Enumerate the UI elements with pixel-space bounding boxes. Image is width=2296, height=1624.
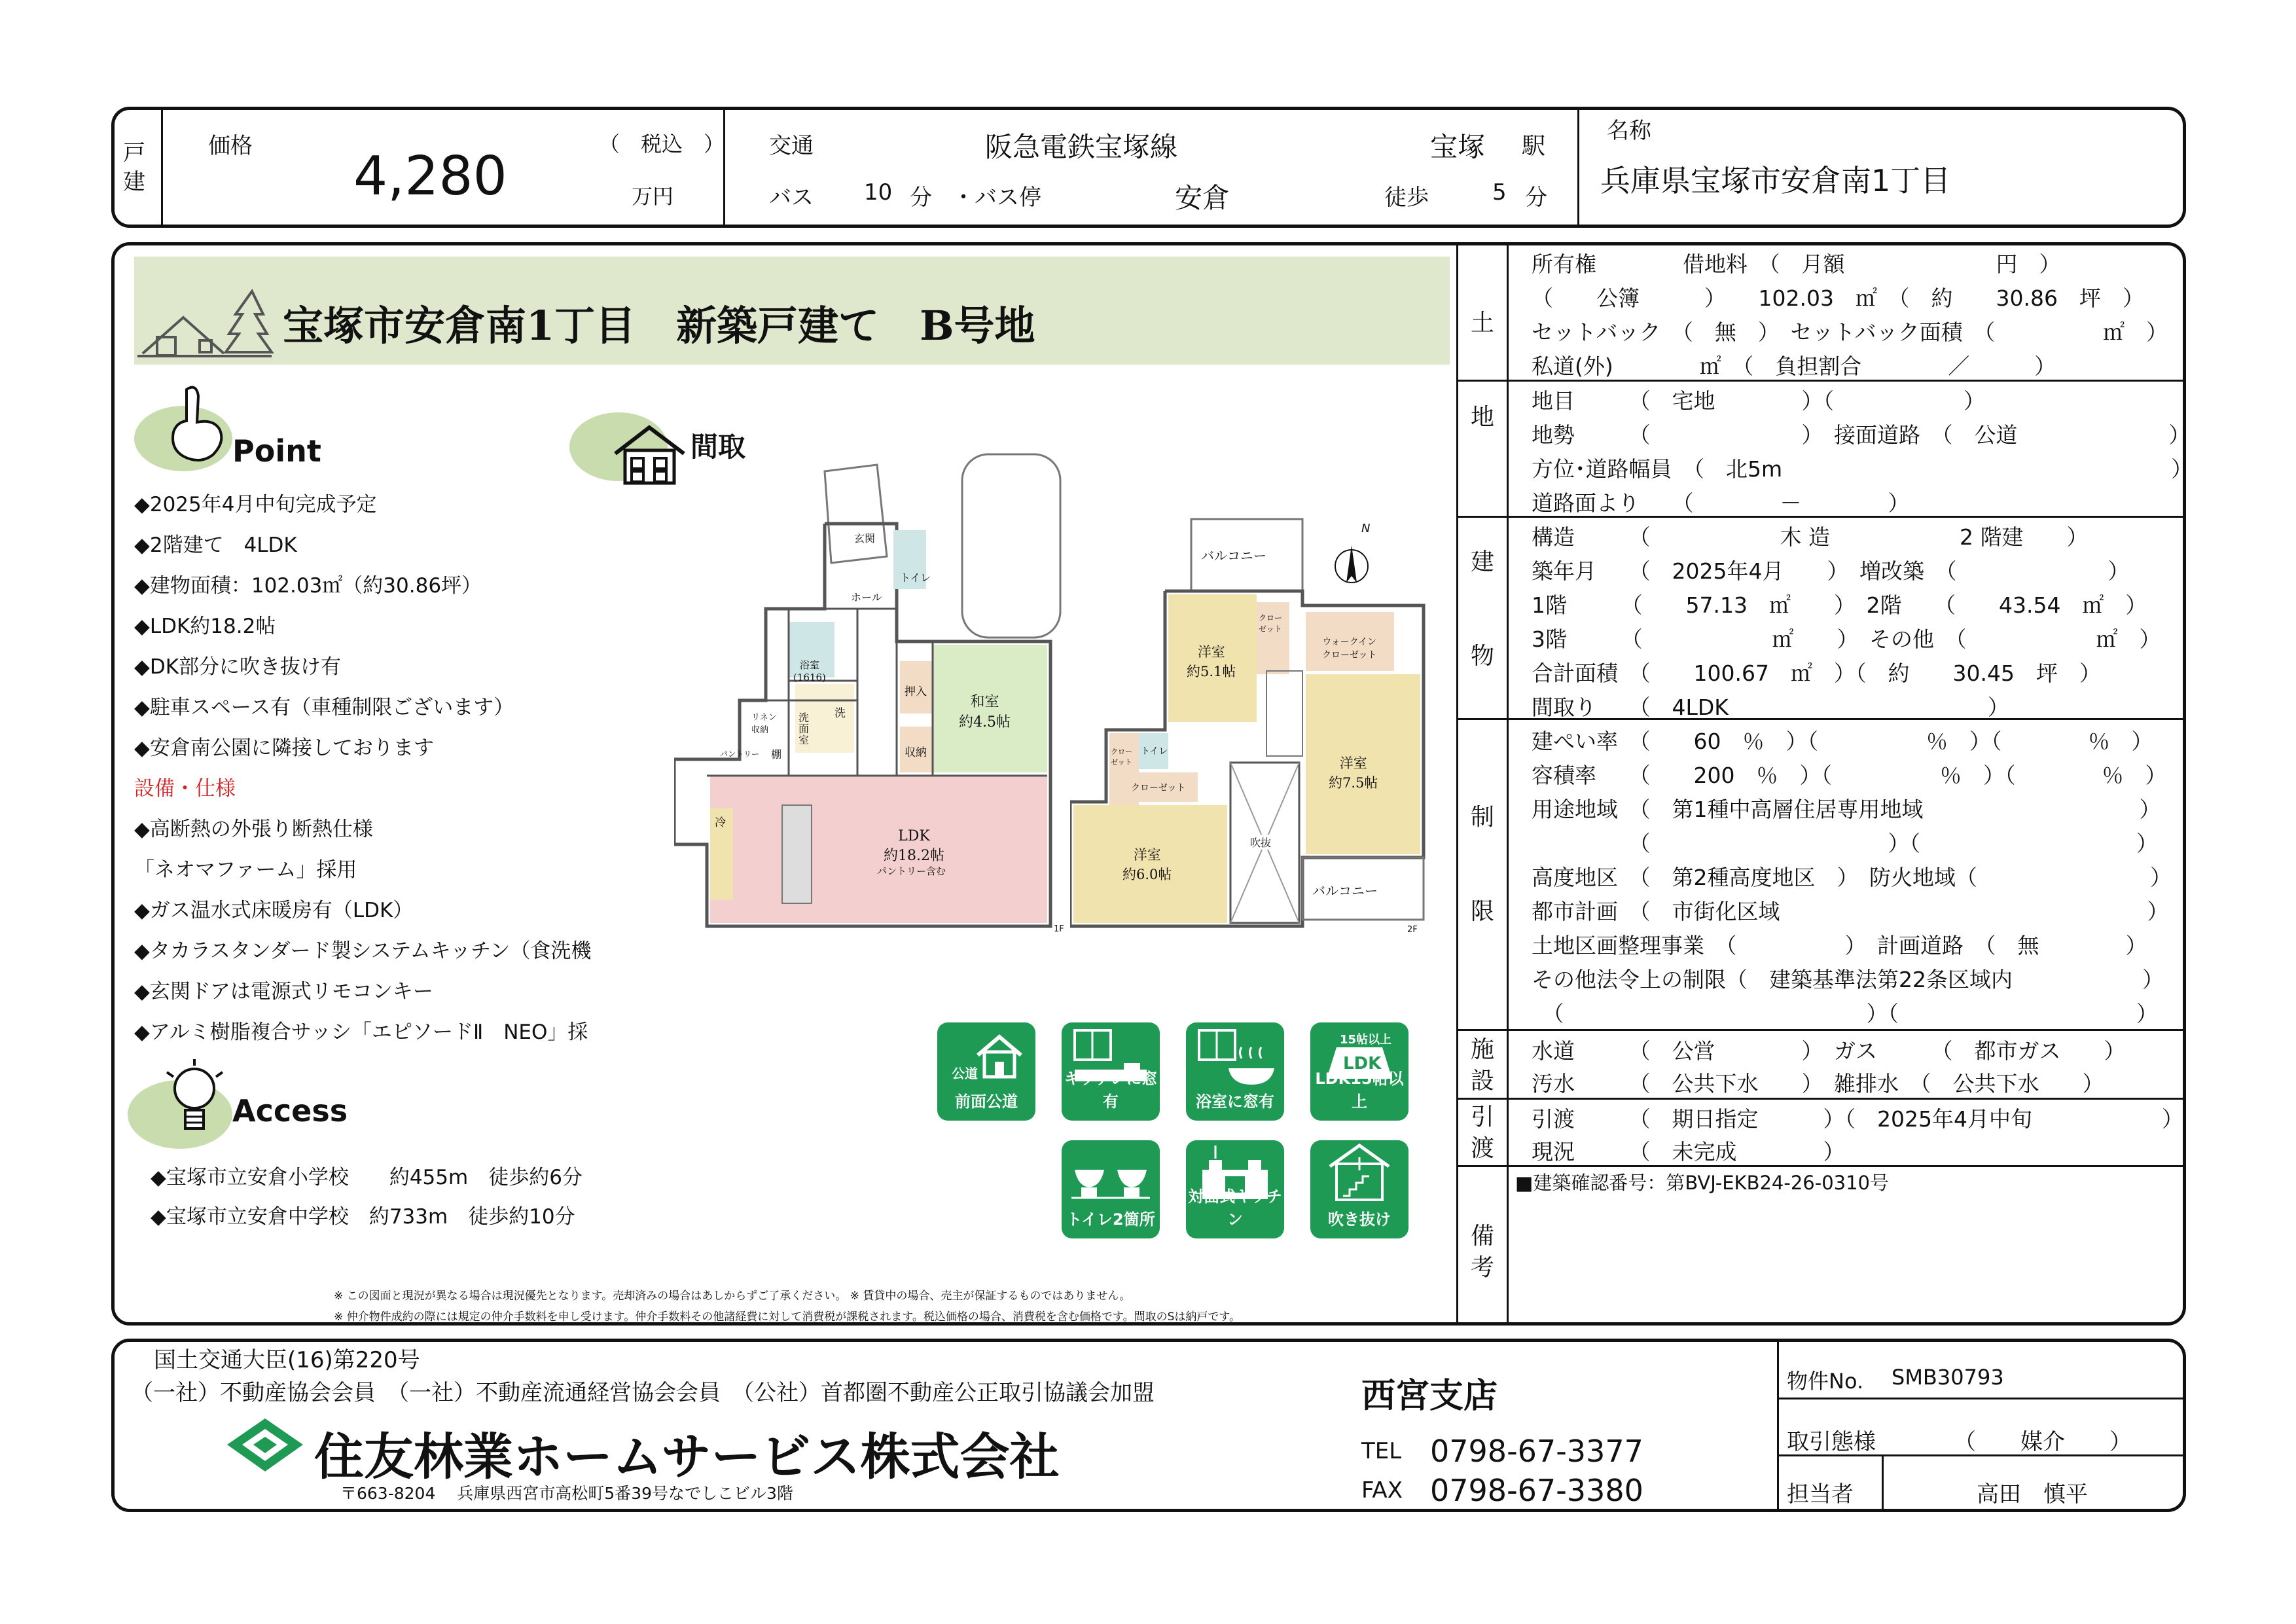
section-facility-label: 施 設 [1470,1036,1494,1094]
spec-facility-row: 水道 （ 公営 ） ガス （ 都市ガス ） [1532,1038,2126,1064]
room-bath: 浴室 (1616) [793,659,826,683]
walk-label: 徒歩 [1384,185,1429,211]
floorplan-heading: 間取 [691,431,746,463]
bus-minutes: 10 [864,179,893,206]
room-walkin-closet: ウォークイン クローゼット [1322,637,1377,660]
equipment-item: ◆タカラスタンダード製システムキッチン（食洗機 [134,939,592,963]
bus-label: バス [769,185,814,211]
lightbulb-icon [164,1059,226,1144]
room-closet-3: クローゼット [1131,783,1186,793]
fax-number: 0798-67-3380 [1430,1473,1643,1508]
equipment-item: 「ネオマファーム」採用 [134,858,357,882]
room-balcony-bottom: バルコニー [1312,883,1378,899]
bus-stop: 安倉 [1175,182,1230,214]
line-name: 阪急電鉄宝塚線 [985,131,1178,163]
spec-building-row: 合計面積 （ 100.67 ㎡ ）（ 約 30.45 坪 ） [1532,660,2101,686]
fax-label: FAX [1361,1477,1403,1504]
property-type: 戸 建 [123,140,145,195]
feature-ldk15-top: 15帖以上 [1340,1033,1392,1047]
floorplan-2f [1070,514,1437,933]
section-handover-label: 引 渡 [1470,1104,1494,1162]
company-address: 〒663-8204 兵庫県西宮市高松町5番39号なでしこビル3階 [340,1484,793,1503]
room-linen: リネン 収納 [751,713,777,735]
room-washitsu: 和室 約4.5帖 [959,694,1011,731]
room-closet-2: クロー ゼット [1111,748,1132,767]
page-title: 宝塚市安倉南1丁目 新築戸建て B号地 [283,302,1035,350]
feature-fukinuke [1310,1140,1408,1238]
feature-facing-kitchen-label: 対面式キッチン [1188,1187,1282,1229]
feature-ldk15-mid: LDK [1343,1054,1382,1074]
access-item: ◆宝塚市立安倉中学校 約733m 徒歩約10分 [151,1205,575,1229]
traffic-label: 交通 [769,133,814,159]
spec-restriction-row: 容積率 （ 200 ％ ）（ ％ ）（ ％ ） [1532,763,2167,788]
price-unit: 万円 [632,184,674,209]
spec-land-row: （ 公簿 ） 102.03 ㎡ （ 約 30.86 坪 ） [1532,285,2144,311]
walk-unit: 分 [1525,185,1547,211]
equipment-item: ◆玄関ドアは電源式リモコンキー [134,980,433,1003]
point-item: ◆2025年4月中旬完成予定 [134,493,377,516]
company-name: 住友林業ホームサービス株式会社 [314,1428,1060,1486]
spec-building-row: 築年月 （ 2025年4月 ） 増改築 （ ） [1532,558,2130,584]
feature-fukinuke-label: 吹き抜け [1328,1210,1391,1229]
spec-land-row: セットバック （ 無 ） セットバック面積 （ ㎡ ） [1532,319,2168,345]
access-item: ◆宝塚市立安倉小学校 約455m 徒歩約6分 [151,1166,583,1189]
feature-facing-kitchen [1186,1140,1284,1238]
spec-restriction-row: 高度地区 （ 第2種高度地区 ） 防火地域（ ） [1532,865,2172,890]
feature-toilet-2 [1062,1140,1160,1238]
spec-restriction-row: 用途地域 （ 第1種中高層住居専用地域 ） [1532,797,2161,822]
spec-land-row: 方位･道路幅員 （ 北5m ） [1532,456,2193,482]
access-heading: Access [232,1093,348,1128]
room-wash: 洗 面 室 [798,712,810,746]
north-arrow-icon [1332,533,1371,589]
feature-kitchen-window [1062,1022,1160,1121]
floor-label-1f: 1F [1054,924,1064,934]
spec-building-row: 構造 （ 木 造 2 階建 ） [1532,524,2089,550]
name-value: 兵庫県宝塚市安倉南1丁目 [1600,163,1951,198]
feature-ldk15 [1310,1022,1408,1121]
transaction-label: 取引態様 [1787,1429,1876,1455]
bus-min-unit: 分 [910,185,932,211]
staff-label: 担当者 [1787,1481,1854,1507]
room-youshitsu-2: 洋室 約7.5帖 [1329,755,1378,791]
floor-label-2f: 2F [1407,925,1418,935]
spec-land-row: 道路面より （ － ） [1532,490,1910,516]
section-remarks-label: 備 考 [1470,1223,1494,1281]
spec-restriction-row: （ ）（ ） [1532,831,2158,856]
walk-minutes: 5 [1492,179,1507,206]
spec-restriction-row: 建ぺい率 （ 60 ％ ）（ ％ ）（ ％ ） [1532,729,2153,754]
room-ldk: LDK 約18.2帖 [884,828,944,864]
transaction-type: （ 媒介 ） [1954,1429,2132,1455]
room-shelf: 棚 [771,748,782,761]
staff-name: 高田 慎平 [1977,1481,2088,1507]
spec-handover-row: 現況 （ 未完成 ） [1532,1139,1845,1164]
price-value: 4,280 [353,145,507,208]
branch-name: 西宮支店 [1361,1377,1498,1416]
station-name: 宝塚 [1430,131,1486,163]
spec-restriction-row: その他法令上の制限（ 建築基準法第22条区域内 ） [1532,967,2164,992]
feature-public-road-top: 公道 [952,1066,978,1081]
price-label: 価格 [208,133,253,159]
room-closet-1: クロー ゼット [1259,613,1283,634]
spec-land-row: 地目 （ 宅地 ）（ ） [1532,388,1985,414]
feature-public-road [937,1022,1035,1121]
room-oshiire: 押入 [905,685,927,698]
equipment-item: ◆アルミ樹脂複合サッシ「エピソードⅡ NEO」採 [134,1020,588,1044]
section-restriction-label: 制 限 [1470,804,1494,925]
point-item: ◆DK部分に吹き抜け有 [134,655,342,679]
equipment-item: ◆高断熱の外張り断熱仕様 [134,818,373,841]
section-land-label: 土 地 [1470,310,1494,431]
price-tax: （ 税込 ） [599,132,725,156]
property-no: SMB30793 [1892,1365,2004,1390]
spec-facility-row: 汚水 （ 公共下水 ） 雑排水 （ 公共下水 ） [1532,1071,2104,1096]
room-ldk-note: パントリー含む [877,865,946,877]
feature-bath-window [1186,1022,1284,1121]
spec-restriction-row: 土地区画整理事業 （ ） 計画道路 （ 無 ） [1532,933,2147,958]
feature-bath-window-label: 浴室に窓有 [1196,1092,1274,1111]
spec-handover-row: 引渡 （ 期日指定 ）（ 2025年4月中旬 ） [1532,1106,2183,1132]
room-pantry-small: パントリー [720,749,760,759]
room-hall: ホール [851,591,882,604]
room-washer: 洗 [834,707,846,720]
spec-building-row: 3階 （ ㎡ ） その他 （ ㎡ ） [1532,626,2161,652]
floorplan-1f [674,452,1080,936]
license-number: 国土交通大臣(16)第220号 [154,1347,420,1373]
point-heading: Point [232,433,321,469]
room-entrance: 玄関 [854,532,876,545]
spec-restriction-row: （ ）（ ） [1532,1001,2158,1026]
property-no-label: 物件No. [1787,1369,1864,1394]
point-item: ◆駐車スペース有（車種制限ございます） [134,696,514,719]
name-label: 名称 [1607,118,1651,144]
house-tree-icon [137,288,275,363]
note-line: ※ 仲介物件成約の際には規定の仲介手数料を申し受けます。仲介手数料その他諸経費に対して消費税が課税されます。税込価格の場合、消費税を含む価格です。間取のSは納戸です。 [334,1310,1240,1324]
tel-number: 0798-67-3377 [1430,1434,1643,1469]
room-fridge: 冷 [715,816,726,829]
north-label: N [1361,522,1371,535]
feature-kitchen-window-label: キッチンに窓有 [1064,1070,1158,1111]
equipment-item: ◆ガス温水式床暖房有（LDK） [134,899,414,922]
feature-toilet-2-label: トイレ2箇所 [1066,1210,1155,1229]
point-item: ◆安倉南公園に隣接しております [134,736,434,760]
section-building-label: 建 物 [1470,549,1494,670]
note-line: ※ この図面と現況が異なる場合は現況優先となります。売却済みの場合はあしからずご了承ください。 ※ 賃貸中の場合、売主が保証するものではありません。 [334,1290,1131,1303]
room-toilet: トイレ [900,571,931,584]
room-youshitsu-1: 洋室 約5.1帖 [1187,644,1236,679]
room-storage: 収納 [905,746,927,759]
station-suffix: 駅 [1522,133,1546,160]
room-balcony-top: バルコニー [1201,548,1266,564]
room-fukinuke: 吹抜 [1250,835,1271,850]
equipment-heading: 設備・仕様 [134,777,236,801]
room-youshitsu-3: 洋室 約6.0帖 [1122,847,1172,882]
hand-point-icon [160,383,232,468]
spec-restriction-row: 都市計画 （ 市街化区域 ） [1532,899,2169,924]
point-item: ◆建物面積：102.03㎡（約30.86坪） [134,574,482,598]
spec-remarks: ■建築確認番号：第BVJ-EKB24-26-0310号 [1515,1172,1889,1194]
feature-public-road-label: 前面公道 [955,1092,1018,1111]
spec-land-row: 所有権 借地料 （ 月額 円 ） [1532,251,2061,277]
point-item: ◆2階建て 4LDK [134,533,297,557]
tel-label: TEL [1361,1438,1402,1464]
spec-building-row: 間取り （ 4LDK ） [1532,695,2009,720]
spec-land-row: 地勢 （ ） 接面道路 （ 公道 ） [1532,422,2191,448]
company-logo-icon [226,1417,304,1473]
associations: （一社）不動産協会会員 （一社）不動産流通経営協会会員 （公社）首都圏不動産公正取引協議会加盟 [131,1380,1155,1406]
feature-ldk15-label: LDK15帖以上 [1315,1070,1404,1111]
spec-building-row: 1階 （ 57.13 ㎡ ） 2階 （ 43.54 ㎡ ） [1532,592,2147,618]
point-item: ◆LDK約18.2帖 [134,615,276,638]
spec-land-row: 私道(外) ㎡ （ 負担割合 ／ ） [1532,353,2056,379]
bus-stop-label: ・バス停 [952,185,1041,211]
room-toilet-2f: トイレ [1141,746,1168,757]
